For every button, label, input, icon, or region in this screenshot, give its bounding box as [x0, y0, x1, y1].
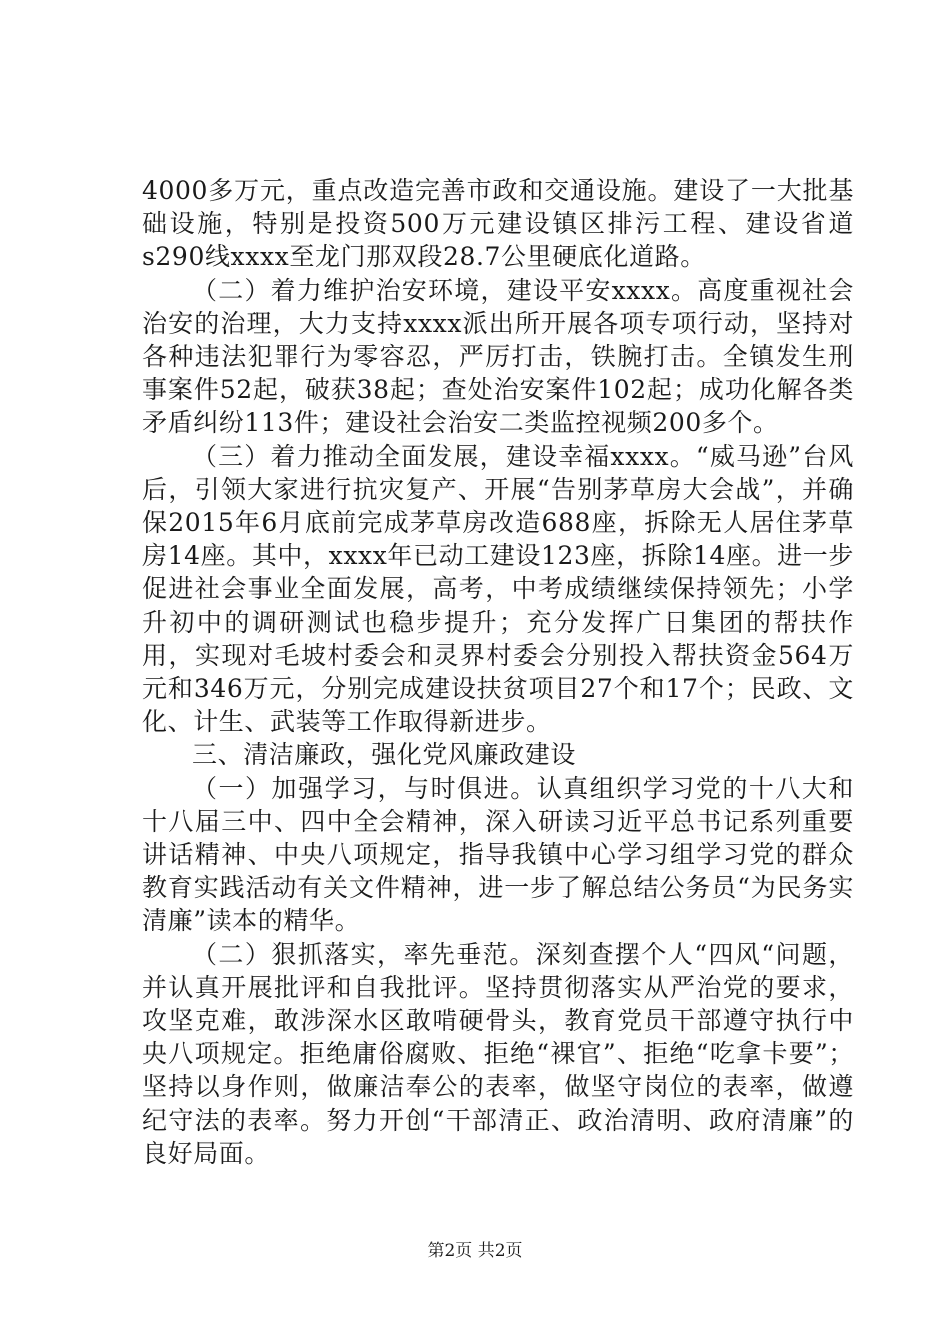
paragraph-continuation: 4000多万元，重点改造完善市政和交通设施。建设了一大批基础设施，特别是投资500万元建设镇区排污工程、建设省道s290线xxxx至龙门那双段28.7公里硬底化道路。	[142, 176, 854, 272]
paragraph-implementation: （二）狠抓落实，率先垂范。深刻查摆个人“四风“问题，并认真开展批评和自我批评。坚持贯彻落实从严治党的要求，攻坚克难，敢涉深水区敢啃硬骨头，教育党员干部遵守执行中央八项规定。拒绝庸俗腐败、拒绝“裸官”、拒绝“吃拿卡要”；坚持以身作则，做廉洁奉公的表率，做坚守岗位的表率，做遵纪守法的表率。努力开创“干部清正、政治清明、政府清廉”的良好局面。	[142, 939, 854, 1168]
paragraph-development: （三）着力推动全面发展，建设幸福xxxx。“威马逊”台风后，引领大家进行抗灾复产、开展“告别茅草房大会战”，并确保2015年6月底前完成茅草房改造688座，拆除无人居住茅草房14座。其中，xxxx年已动工建设123座，拆除14座。进一步促进社会事业全面发展，高考，中考成绩继续保持领先；小学升初中的调研测试也稳步提升；充分发挥广日集团的帮扶作用，实现对毛坡村委会和灵界村委会分别投入帮扶资金564万元和346万元，分别完成建设扶贫项目27个和17个；民政、文化、计生、武装等工作取得新进步。	[142, 441, 854, 737]
document-body	[142, 174, 854, 1170]
section-heading-integrity: 三、清洁廉政，强化党风廉政建设	[192, 740, 577, 770]
paragraph-public-security: （二）着力维护治安环境，建设平安xxxx。高度重视社会治安的治理，大力支持xxxx派出所开展各项专项行动，坚持对各种违法犯罪行为零容忍，严厉打击，铁腕打击。全镇发生刑事案件52起，破获38起；查处治安案件102起；成功化解各类矛盾纠纷113件；建设社会治安二类监控视频200多个。	[142, 275, 854, 438]
paragraph-study: （一）加强学习，与时俱进。认真组织学习党的十八大和十八届三中、四中全会精神，深入研读习近平总书记系列重要讲话精神、中央八项规定，指导我镇中心学习组学习党的群众教育实践活动有关文件精神，进一步了解总结公务员“为民务实清廉”读本的精华。	[142, 773, 854, 936]
page-number-footer: 第2页 共2页	[427, 1241, 523, 1261]
